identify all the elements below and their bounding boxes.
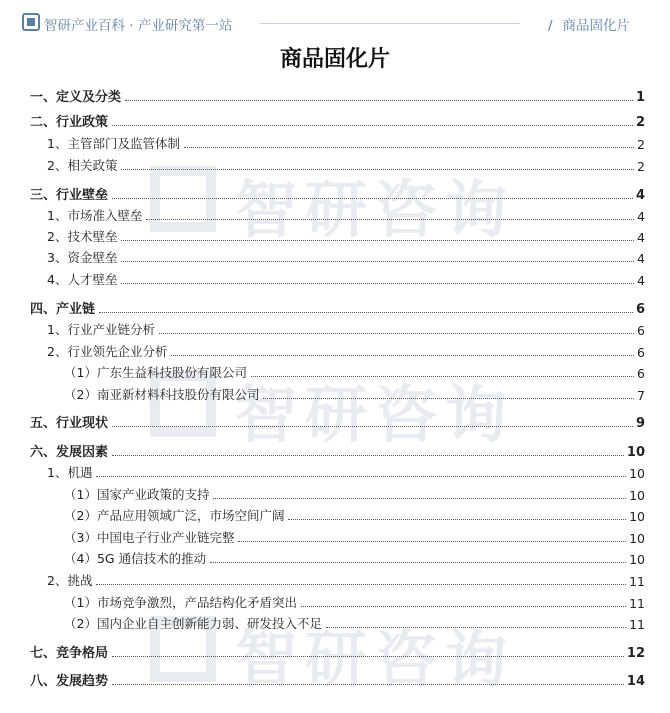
toc-entry[interactable]: [30, 225, 645, 245]
toc-entry-label: 3、资金壁垒: [47, 250, 118, 265]
toc-page-number: 2: [637, 137, 645, 152]
watermark-text: 智研咨询: [235, 173, 516, 246]
toc-page-number: 1: [635, 90, 645, 105]
toc-entry-label: （3）中国电子行业产业链完整: [64, 530, 235, 545]
toc-leader-dots: [112, 684, 624, 685]
toc-leader-dots: [96, 584, 626, 585]
toc-entry-label: 2、挑战: [47, 573, 93, 588]
toc-entry[interactable]: [30, 340, 645, 360]
toc-page-number: 2: [635, 115, 645, 130]
toc-entry-label: （2）产品应用领域广泛，市场空间广阔: [64, 508, 285, 523]
toc-entry-label: （1）市场竞争激烈，产品结构化矛盾突出: [64, 595, 297, 610]
toc-leader-dots: [171, 355, 634, 356]
toc-leader-dots: [96, 476, 626, 477]
toc-entry[interactable]: [30, 526, 645, 546]
toc-leader-dots: [263, 398, 634, 399]
toc-entry[interactable]: [30, 383, 645, 403]
toc-entry[interactable]: [30, 547, 645, 567]
toc-page-number: 14: [626, 674, 645, 689]
toc-entry-label: 1、市场准入壁垒: [47, 208, 143, 223]
toc-entry[interactable]: [30, 204, 645, 224]
toc-leader-dots: [159, 333, 634, 334]
toc-page-number: 7: [637, 388, 645, 403]
toc-entry-label: （2）南亚新材料科技股份有限公司: [64, 387, 260, 402]
toc-entry-label: 2、技术壁垒: [47, 229, 118, 244]
toc-leader-dots: [112, 426, 633, 427]
toc-entry[interactable]: [30, 641, 645, 661]
toc-page-number: 4: [635, 188, 645, 203]
toc-page-number: 10: [629, 466, 645, 481]
toc-entry[interactable]: [30, 411, 645, 431]
toc-page-number: 10: [629, 509, 645, 524]
toc-entry[interactable]: [30, 154, 645, 174]
toc-entry-label: 2、相关政策: [47, 158, 118, 173]
toc-page-number: 4: [637, 251, 645, 266]
toc-entry-label: 1、主管部门及监管体制: [47, 136, 180, 151]
toc-leader-dots: [121, 261, 634, 262]
toc-leader-dots: [238, 541, 626, 542]
toc-page-number: 10: [629, 531, 645, 546]
toc-entry-label: 三、行业壁垒: [30, 188, 109, 203]
toc-leader-dots: [326, 627, 626, 628]
toc-entry-label: 2、行业领先企业分析: [47, 344, 168, 359]
toc-page-number: 4: [637, 209, 645, 224]
toc-leader-dots: [288, 519, 626, 520]
toc-entry[interactable]: [30, 246, 645, 266]
toc-entry[interactable]: [30, 361, 645, 381]
toc-entry-label: （4）5G 通信技术的推动: [64, 551, 207, 566]
toc-entry[interactable]: [30, 85, 645, 105]
toc-entry-label: 二、行业政策: [30, 115, 109, 130]
toc-page-number: 9: [635, 416, 645, 431]
toc-page-number: 11: [629, 574, 645, 589]
toc-leader-dots: [99, 312, 633, 313]
toc-entry-label: 七、竞争格局: [30, 646, 109, 661]
breadcrumb-current[interactable]: 商品固化片: [562, 18, 630, 34]
toc-leader-dots: [213, 498, 626, 499]
toc-leader-dots: [112, 125, 633, 126]
toc-entry-label: 4、人才壁垒: [47, 272, 118, 287]
header-divider: [260, 23, 520, 24]
toc-page-number: 10: [626, 445, 645, 460]
toc-page-number: 6: [635, 302, 645, 317]
toc-leader-dots: [112, 455, 624, 456]
toc-entry[interactable]: [30, 297, 645, 317]
toc-entry-label: （2）国内企业自主创新能力弱、研发投入不足: [64, 616, 322, 631]
toc-page-number: 6: [637, 366, 645, 381]
toc-entry-label: 一、定义及分类: [30, 90, 122, 105]
toc-entry-label: （1）国家产业政策的支持: [64, 487, 210, 502]
breadcrumb-separator: /: [547, 18, 553, 34]
toc-entry[interactable]: [30, 669, 645, 689]
toc-page-number: 11: [629, 617, 645, 632]
watermark-text: 智研咨询: [235, 623, 516, 696]
toc-entry[interactable]: [30, 569, 645, 589]
toc-leader-dots: [146, 219, 634, 220]
toc-entry[interactable]: [30, 483, 645, 503]
toc-entry-label: 四、产业链: [30, 302, 96, 317]
toc-leader-dots: [184, 147, 634, 148]
toc-page-number: 4: [637, 230, 645, 245]
toc-entry[interactable]: [30, 504, 645, 524]
toc-entry[interactable]: [30, 461, 645, 481]
toc-entry-label: 1、行业产业链分析: [47, 322, 155, 337]
toc-entry[interactable]: [30, 132, 645, 152]
toc-leader-dots: [112, 656, 624, 657]
toc-entry[interactable]: [30, 268, 645, 288]
toc-leader-dots: [112, 198, 633, 199]
toc-page-number: 6: [637, 345, 645, 360]
toc-page-number: 10: [629, 552, 645, 567]
toc-entry[interactable]: [30, 591, 645, 611]
page-title: 商品固化片: [279, 46, 390, 72]
toc-page-number: 4: [637, 273, 645, 288]
toc-leader-dots: [121, 283, 634, 284]
toc-entry-label: 六、发展因素: [30, 445, 109, 460]
toc-page-number: 6: [637, 323, 645, 338]
toc-page-number: 2: [637, 159, 645, 174]
brand-logo-icon: [22, 13, 40, 31]
toc-entry[interactable]: [30, 183, 645, 203]
toc-page-number: 11: [629, 596, 645, 611]
toc-entry-label: 八、发展趋势: [30, 674, 109, 689]
toc-entry-label: （1）广东生益科技股份有限公司: [64, 365, 247, 380]
toc-leader-dots: [121, 169, 634, 170]
page-header: [0, 0, 670, 44]
watermark-text: 智研咨询: [235, 378, 516, 451]
toc-page-number: 12: [626, 646, 645, 661]
toc-leader-dots: [210, 562, 626, 563]
toc-leader-dots: [125, 100, 633, 101]
toc-leader-dots: [251, 376, 634, 377]
toc-page-number: 10: [629, 488, 645, 503]
toc-entry[interactable]: [30, 318, 645, 338]
toc-entry[interactable]: [30, 110, 645, 130]
toc-entry[interactable]: [30, 612, 645, 632]
breadcrumb: [548, 14, 630, 34]
toc-leader-dots: [301, 606, 626, 607]
brand-name[interactable]: 智研产业百科 · 产业研究第一站: [44, 18, 233, 34]
toc-leader-dots: [121, 240, 634, 241]
toc-entry-label: 五、行业现状: [30, 416, 109, 431]
toc-entry-label: 1、机遇: [47, 465, 93, 480]
toc-entry[interactable]: [30, 440, 645, 460]
